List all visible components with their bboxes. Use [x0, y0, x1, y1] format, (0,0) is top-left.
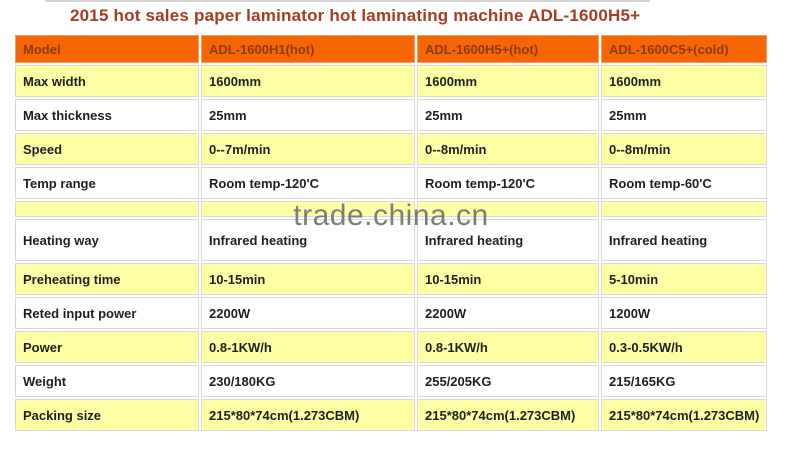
value-cell: 230/180KG	[201, 365, 415, 397]
value-cell: 255/205KG	[417, 365, 599, 397]
value-cell	[417, 201, 599, 217]
row-label-cell: Max width	[15, 65, 199, 97]
value-cell: 0--8m/min	[417, 133, 599, 165]
header-cell-model: ADL-1600H1(hot)	[201, 35, 415, 63]
spec-table-body	[15, 35, 767, 431]
page-title: 2015 hot sales paper laminator hot laminating machine ADL-1600H5+	[70, 6, 641, 25]
value-cell: 0.8-1KW/h	[417, 331, 599, 363]
value-cell: Room temp-120'C	[417, 167, 599, 199]
row-label-cell: Packing size	[15, 399, 199, 431]
watermark: trade.china.cn	[293, 199, 489, 232]
value-cell: 0.8-1KW/h	[201, 331, 415, 363]
value-cell: 0--8m/min	[601, 133, 767, 165]
value-cell: 25mm	[417, 99, 599, 131]
table-row	[15, 219, 767, 261]
row-label-cell: Temp range	[15, 167, 199, 199]
table-row	[15, 297, 767, 329]
value-cell: 1600mm	[201, 65, 415, 97]
table-row	[15, 65, 767, 97]
row-label-cell: Reted input power	[15, 297, 199, 329]
value-cell: 25mm	[601, 99, 767, 131]
row-label-cell: Max thickness	[15, 99, 199, 131]
row-label-cell: Preheating time	[15, 263, 199, 295]
spec-table	[13, 33, 769, 433]
value-cell: 215*80*74cm(1.273CBM)	[601, 399, 767, 431]
value-cell: 10-15min	[417, 263, 599, 295]
row-label-cell: Speed	[15, 133, 199, 165]
table-row	[15, 399, 767, 431]
value-cell: 1600mm	[417, 65, 599, 97]
header-cell-label: Model	[15, 35, 199, 63]
table-row	[15, 365, 767, 397]
header-row	[15, 35, 767, 63]
value-cell: 0.3-0.5KW/h	[601, 331, 767, 363]
value-cell: 1600mm	[601, 65, 767, 97]
value-cell: 215/165KG	[601, 365, 767, 397]
value-cell: 5-10min	[601, 263, 767, 295]
value-cell: 215*80*74cm(1.273CBM)	[417, 399, 599, 431]
value-cell: 1200W	[601, 297, 767, 329]
value-cell: Room temp-60'C	[601, 167, 767, 199]
value-cell: Room temp-120'C	[201, 167, 415, 199]
row-label-cell: Power	[15, 331, 199, 363]
spacer-row	[15, 201, 767, 217]
value-cell: Infrared heating	[417, 219, 599, 261]
value-cell: 2200W	[201, 297, 415, 329]
row-label-cell: Weight	[15, 365, 199, 397]
value-cell	[601, 201, 767, 217]
value-cell: Infrared heating	[201, 219, 415, 261]
row-label-cell: Heating way	[15, 219, 199, 261]
value-cell	[201, 201, 415, 217]
table-row	[15, 99, 767, 131]
table-row	[15, 133, 767, 165]
header-cell-model: ADL-1600H5+(hot)	[417, 35, 599, 63]
value-cell: 0--7m/min	[201, 133, 415, 165]
value-cell: Infrared heating	[601, 219, 767, 261]
value-cell: 215*80*74cm(1.273CBM)	[201, 399, 415, 431]
header-cell-model: ADL-1600C5+(cold)	[601, 35, 767, 63]
value-cell: 10-15min	[201, 263, 415, 295]
value-cell: 25mm	[201, 99, 415, 131]
row-label-cell	[15, 201, 199, 217]
value-cell: 2200W	[417, 297, 599, 329]
top-watermark-remnant	[45, 0, 650, 2]
table-row	[15, 331, 767, 363]
table-row	[15, 167, 767, 199]
table-row	[15, 263, 767, 295]
